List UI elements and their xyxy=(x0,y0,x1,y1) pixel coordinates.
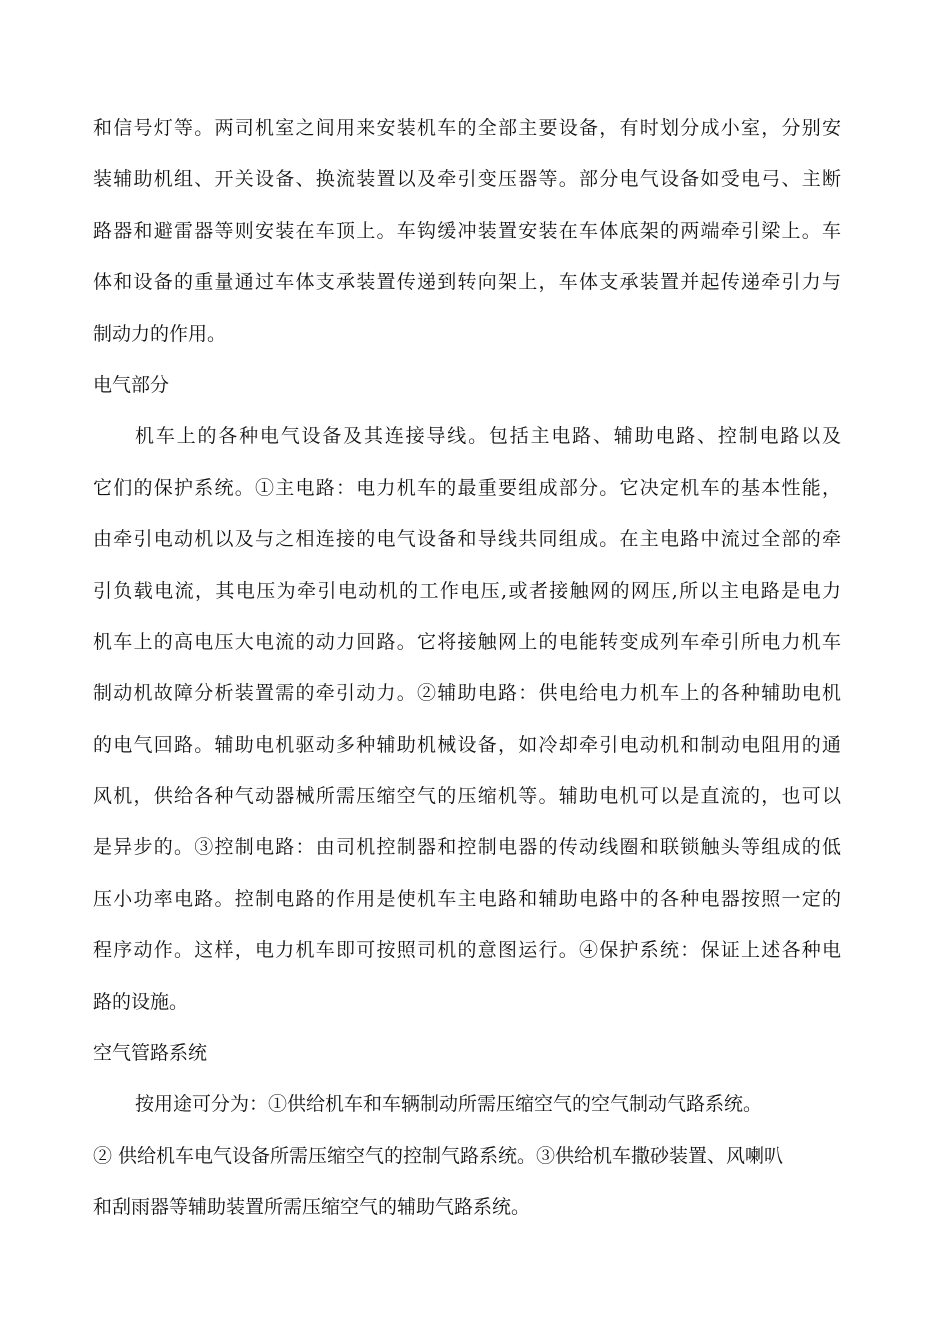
paragraph-line: 引负载电流，其电压为牵引电动机的工作电压,或者接触网的网压,所以主电路是电力 xyxy=(93,579,841,602)
paragraph-line: 它们的保护系统。①主电路：电力机车的最重要组成部分。它决定机车的基本性能， xyxy=(93,476,841,499)
paragraph-line: 是异步的。③控制电路：由司机控制器和控制电器的传动线圈和联锁触头等组成的低 xyxy=(93,836,841,859)
paragraph-line: 体和设备的重量通过车体支承装置传递到转向架上，车体支承装置并起传递牵引力与 xyxy=(93,271,841,294)
paragraph-line: 机车上的高电压大电流的动力回路。它将接触网上的电能转变成列车牵引所电力机车 xyxy=(93,630,841,653)
electrical-paragraph xyxy=(93,411,841,1028)
paragraph-line: 和刮雨器等辅助装置所需压缩空气的辅助气路系统。 xyxy=(93,1196,531,1219)
intro-paragraph xyxy=(93,103,841,360)
paragraph-line: 压小功率电路。控制电路的作用是使机车主电路和辅助电路中的各种电器按照一定的 xyxy=(93,887,841,910)
paragraph-line: 风机，供给各种气动器械所需压缩空气的压缩机等。辅助电机可以是直流的，也可以 xyxy=(93,785,841,808)
paragraph-line: 装辅助机组、开关设备、换流装置以及牵引变压器等。部分电气设备如受电弓、主断 xyxy=(93,168,841,191)
paragraph-line: 程序动作。这样，电力机车即可按照司机的意图运行。④保护系统：保证上述各种电 xyxy=(93,939,841,962)
paragraph-line: ② 供给机车电气设备所需压缩空气的控制气路系统。③供给机车撒砂装置、风喇叭 xyxy=(93,1144,784,1167)
paragraph-line: 和信号灯等。两司机室之间用来安装机车的全部主要设备，有时划分成小室，分别安 xyxy=(93,117,841,139)
paragraph-line: 路器和避雷器等则安装在车顶上。车钩缓冲装置安装在车体底架的两端牵引梁上。车 xyxy=(93,219,841,242)
section-heading-electrical: 电气部分 xyxy=(93,373,170,396)
paragraph-line: 制动机故障分析装置需的牵引动力。②辅助电路：供电给电力机车上的各种辅助电机 xyxy=(93,682,841,705)
air-paragraph xyxy=(93,1079,841,1233)
paragraph-line: 按用途可分为：①供给机车和车辆制动所需压缩空气的空气制动气路系统。 xyxy=(135,1093,763,1116)
paragraph-line: 机车上的各种电气设备及其连接导线。包括主电路、辅助电路、控制电路以及 xyxy=(135,425,841,448)
paragraph-line: 的电气回路。辅助电机驱动多种辅助机械设备，如冷却牵引电动机和制动电阻用的通 xyxy=(93,733,841,756)
document-page xyxy=(93,103,841,1234)
paragraph-line: 制动力的作用。 xyxy=(93,322,227,345)
section-heading-air: 空气管路系统 xyxy=(93,1042,208,1065)
paragraph-line: 路的设施。 xyxy=(93,990,189,1013)
paragraph-line: 由牵引电动机以及与之相连接的电气设备和导线共同组成。在主电路中流过全部的牵 xyxy=(93,528,841,551)
